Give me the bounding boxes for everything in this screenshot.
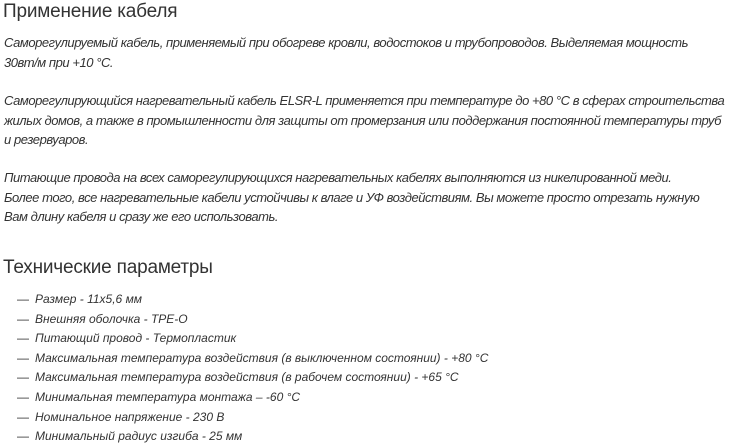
dash-bullet: —: [17, 350, 29, 365]
text-line: и резервуаров.: [4, 132, 89, 147]
dash-bullet: —: [17, 429, 29, 444]
spec-text: Питающий провод - Термопластик: [35, 331, 237, 346]
text-line: Питающие провода на всех саморегулирующихся нагревательных кабелях выполняются из никелированной меди.: [4, 170, 672, 185]
spec-text: Внешняя оболочка - TPE-O: [35, 311, 188, 326]
list-item: [17, 388, 488, 408]
specs-list: [17, 290, 488, 447]
list-item: [17, 349, 488, 369]
spec-text: Номинальное напряжение - 230 В: [35, 409, 225, 424]
spec-text: Минимальная температура монтажа – -60 °С: [35, 389, 301, 404]
text-line: Саморегулирующийся нагревательный кабель ELSR-L применяется при температуре до +80 °С в сферах строительства: [4, 93, 725, 108]
paragraph-usage: [4, 91, 724, 150]
section-title-specs: Технические параметры: [3, 257, 213, 278]
section-title-application: Применение кабеля: [3, 1, 178, 22]
dash-bullet: —: [17, 331, 29, 346]
list-item: [17, 329, 488, 349]
spec-text: Максимальная температура воздействия (в выключенном состоянии) - +80 °С: [35, 350, 489, 365]
text-line: Саморегулируемый кабель, применяемый при обогреве кровли, водостоков и трубопроводов. Выделяемая мощность: [4, 35, 689, 50]
spec-text: Размер - 11х5,6 мм: [35, 292, 143, 306]
text-line: жилых домов, а также в промышленности для защиты от промерзания или поддержания постоянной температуры труб: [4, 112, 722, 128]
dash-bullet: —: [17, 292, 29, 306]
list-item: [17, 368, 488, 388]
dash-bullet: —: [17, 389, 29, 404]
list-item: [17, 408, 488, 428]
list-item: [17, 310, 488, 330]
paragraph-description: [4, 33, 688, 72]
list-item: [17, 290, 488, 310]
text-line: Вам длину кабеля и сразу же его использовать.: [4, 209, 279, 224]
spec-text: Минимальный радиус изгиба - 25 мм: [35, 429, 243, 444]
paragraph-wires: [4, 168, 699, 227]
text-line: 30вт/м при +10 °С.: [4, 54, 114, 70]
spec-text: Максимальная температура воздействия (в рабочем состоянии) - +65 °С: [35, 370, 459, 385]
dash-bullet: —: [17, 311, 29, 326]
list-item: [17, 427, 488, 447]
dash-bullet: —: [17, 409, 29, 424]
text-line: Более того, все нагревательные кабели устойчивы к влаге и УФ воздействиям. Вы можете просто отрезать нужную: [4, 189, 700, 205]
dash-bullet: —: [17, 370, 29, 385]
